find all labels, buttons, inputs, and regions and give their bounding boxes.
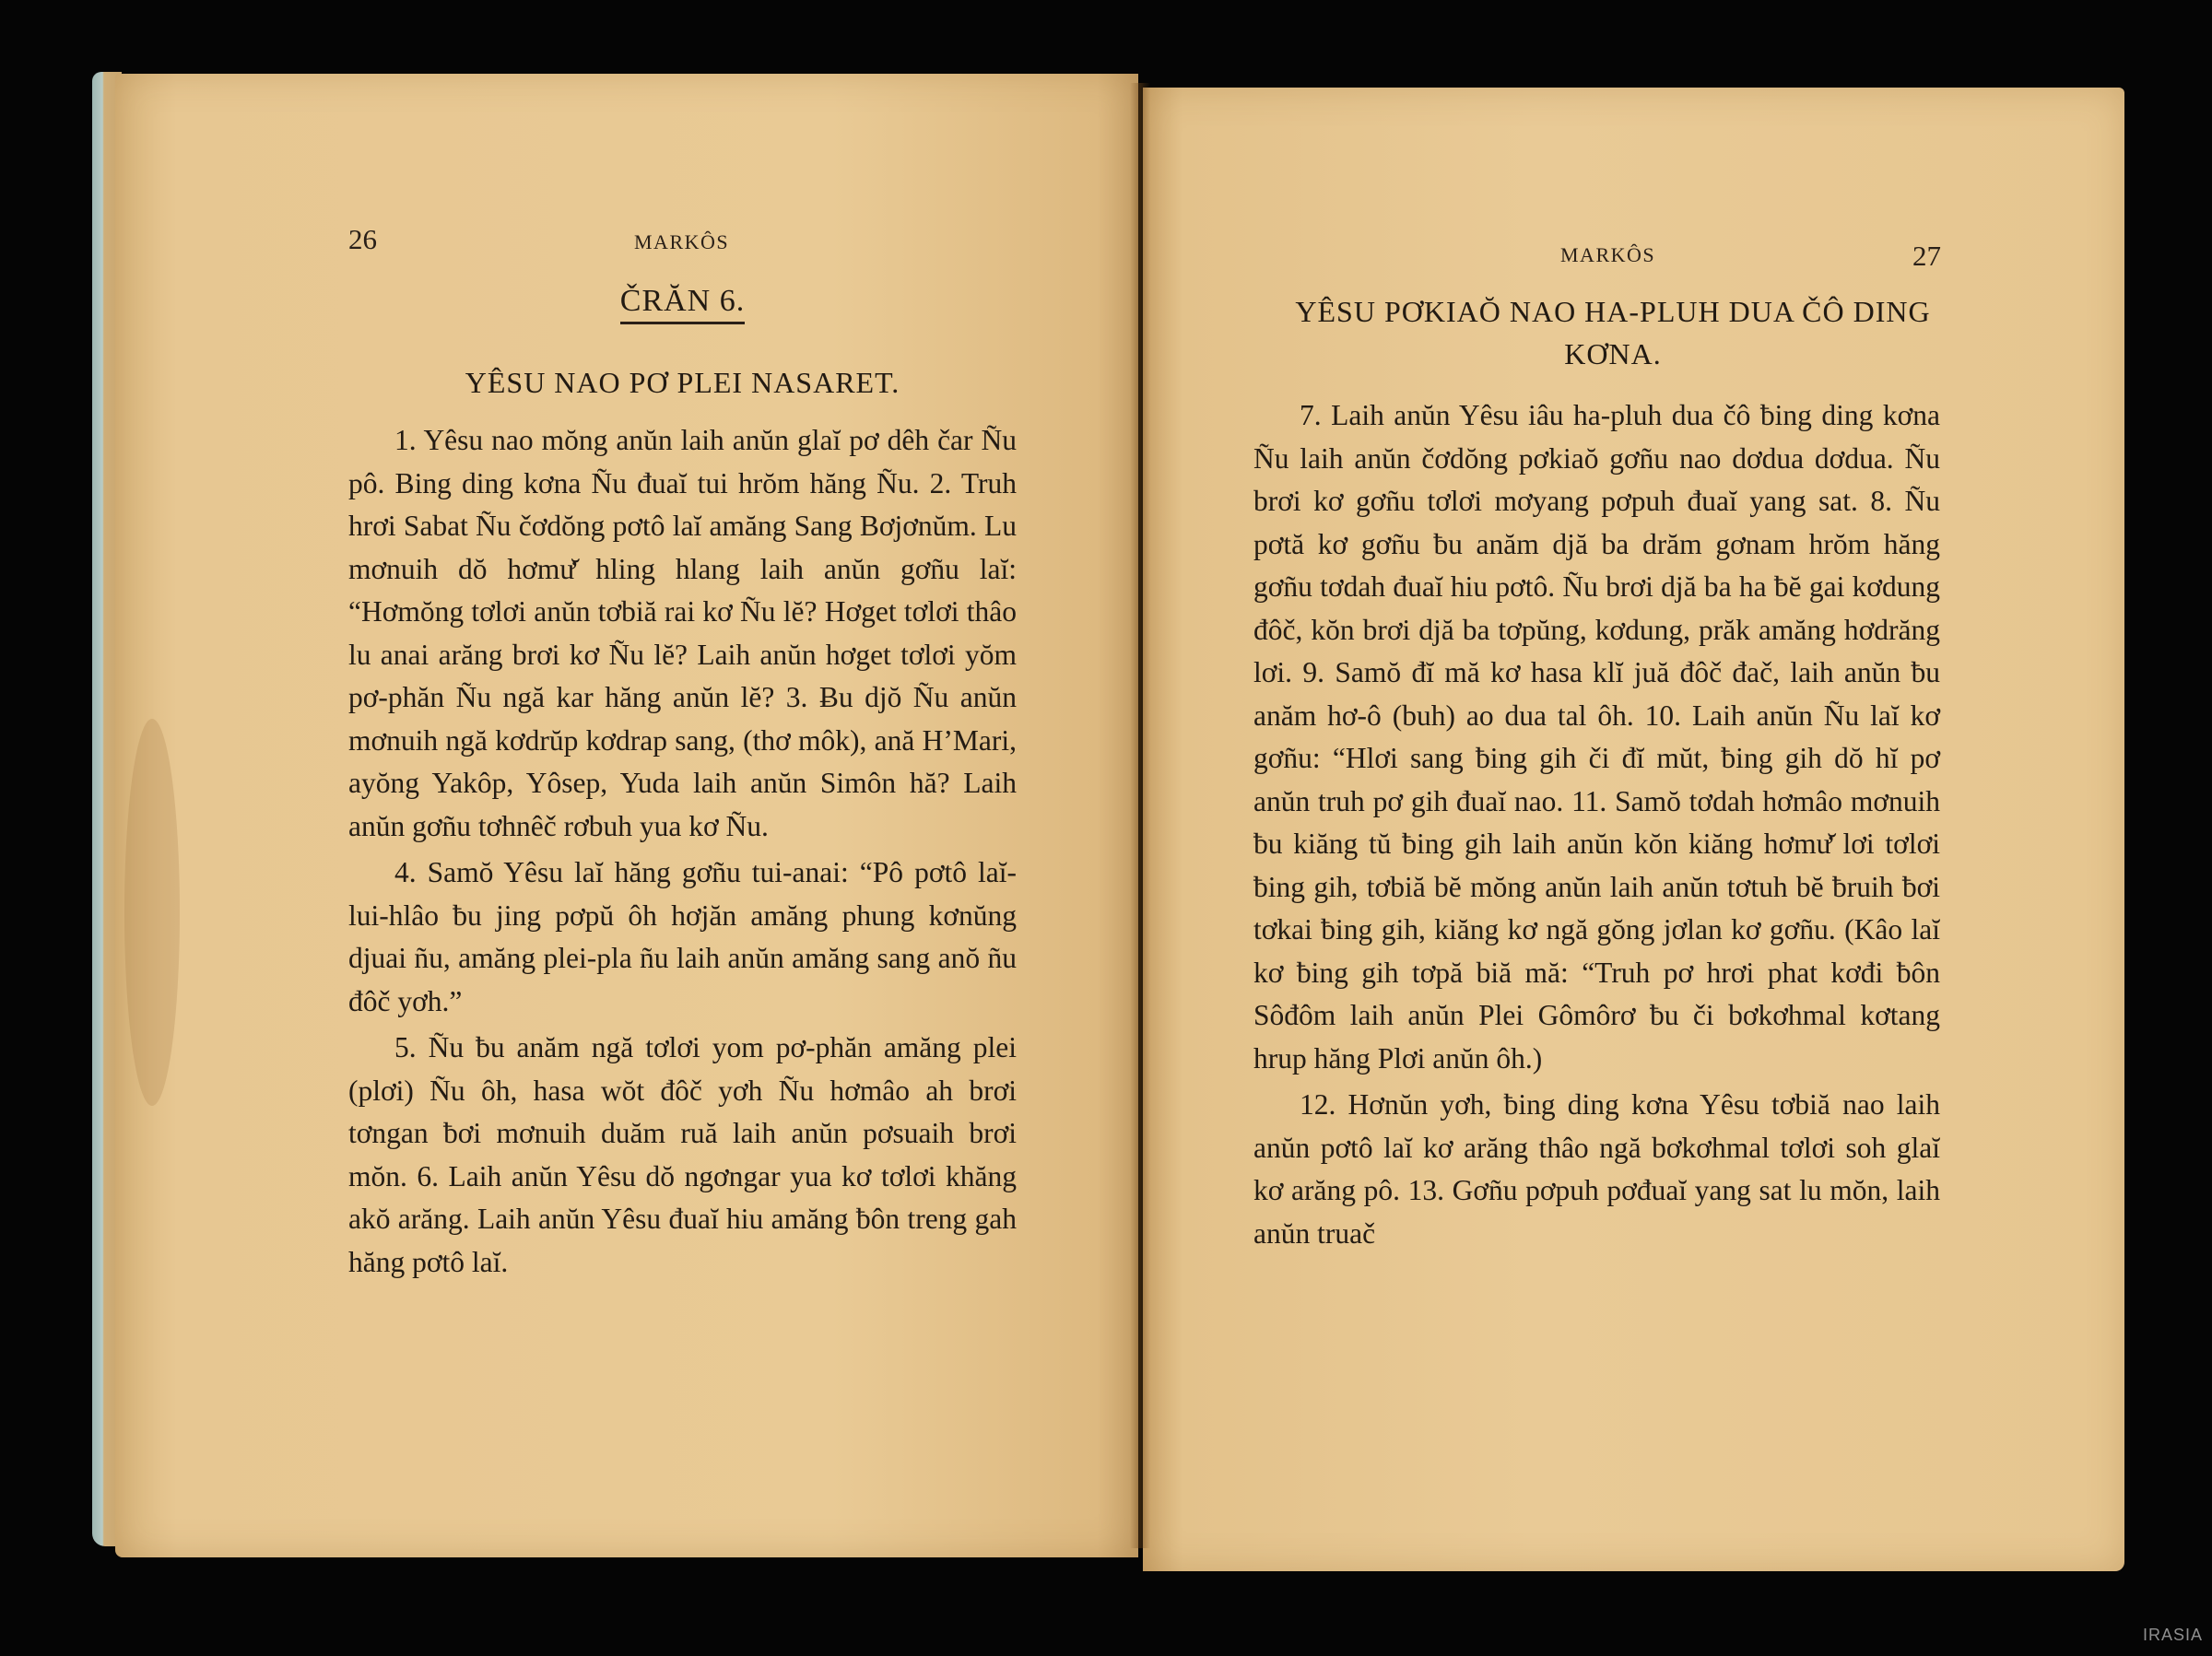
chapter-heading-wrap bbox=[348, 284, 1017, 319]
paragraph: 1. Yêsu nao mŏng anŭn laih anŭn glaĭ pơ dêh čar Ñu pô. Bing ding kơna Ñu đuaĭ tui hrŏm hăng Ñu. 2. Truh hrơi Sabat Ñu čơdŏng pơtô laĭ amăng Sang Bơjơnŭm. Lu mơnuih dŏ hơmư̆ hling hlang laih anŭn gơñu laĭ: “Hơmŏng tơlơi anŭn tơbiă rai kơ Ñu lĕ? Hơget tơlơi thâo lu anai arăng brơi kơ Ñu lĕ? Laih anŭn hơget tơlơi yŏm pơ-phăn Ñu ngă kar hăng anŭn lĕ? 3. Ƀu djŏ Ñu anŭn mơnuih ngă kơdrŭp kơdrap sang, (thơ môk), ană H’Mari, ayŏng Yakôp, Yôsep, Yuda laih anŭn Simôn hă? Laih anŭn gơñu tơhnêč rơbuh yua kơ Ñu. bbox=[348, 424, 1017, 842]
right-body-text bbox=[1253, 394, 1940, 1259]
water-stain bbox=[124, 719, 180, 1106]
chapter-heading: ČRĂN 6. bbox=[620, 284, 745, 324]
paragraph: 5. Ñu ƀu anăm ngă tơlơi yom pơ-phăn amăng plei (plơi) Ñu ôh, hasa wŏt đôč yơh Ñu hơmâo ah brơi tơngan ƀơi mơnuih duăm ruă laih anŭn pơsuaih brơi mŏn. 6. Laih anŭn Yêsu dŏ ngơngar yua kơ tơlơi khăng akŏ arăng. Laih anŭn Yêsu đuaĭ hiu amăng ƀôn treng gah hăng pơtô laĭ. bbox=[348, 1031, 1017, 1278]
paragraph: 7. Laih anŭn Yêsu iâu ha-pluh dua čô ƀing ding kơna Ñu laih anŭn čơdŏng pơkiaŏ gơñu nao dơdua dơdua. Ñu brơi kơ gơñu tơlơi mơyang pơpuh đuaĭ yang sat. 8. Ñu pơtă kơ gơñu ƀu anăm djă ba drăm gơnam hrŏm hăng gơñu tơdah đuaĭ hiu pơtô. Ñu brơi djă ba ha ƀĕ gai kơdung đôč, kŏn brơi djă ba tơpŭng, kơdung, prăk amăng hơdrăng lơi. 9. Samŏ đĭ mă kơ hasa klĭ juă đôč đač, laih anŭn ƀu anăm hơ-ô (buh) ao dua tal ôh. 10. Laih anŭn Ñu laĭ kơ gơñu: “Hlơi sang ƀing gih či đĭ mŭt, ƀing gih dŏ hĭ pơ anŭn truh pơ gih đuaĭ nao. 11. Samŏ tơdah hơmâo mơnuih ƀu kiăng tŭ ƀing gih laih anŭn kŏn kiăng hơmư̆ lơi tơlơi ƀing gih, tơbiă bĕ mŏng anŭn laih anŭn tơtuh bĕ ƀruih ƀơi tơkai ƀing gih, kiăng kơ ngă gŏng jơlan kơ gơñu. (Kâo laĭ kơ ƀing gih tơpă biă mă: “Truh pơ hrơi phat kơđi ƀôn Sôđôm laih anŭn Plei Gômôrơ ƀu či bơkơhmal kơtang hrup hăng Plơi anŭn ôh.) bbox=[1253, 399, 1940, 1075]
paragraph: 4. Samŏ Yêsu laĭ hăng gơñu tui-anai: “Pô pơtô laĭ-lui-hlâo ƀu jing pơpŭ ôh hơjăn amăng phung kơnŭng djuai ñu, amăng plei-pla ñu laih anŭn amăng sang anŏ ñu đôč yơh.” bbox=[348, 856, 1017, 1017]
left-body-text bbox=[348, 419, 1017, 1287]
left-section-title: YÊSU NAO PƠ PLEI NASARET. bbox=[465, 366, 900, 399]
right-page-number: 27 bbox=[1912, 240, 1941, 272]
paragraph: 12. Hơnŭn yơh, ƀing ding kơna Yêsu tơbiă nao laih anŭn pơtô laĭ kơ arăng thâo ngă bơkơhmal tơlơi soh glaĭ kơ arăng pô. 13. Gơñu pơpuh pơđuaĭ yang sat lu mŏn, laih anŭn truač bbox=[1253, 1088, 1940, 1250]
watermark-label: IRASIA bbox=[2142, 1626, 2203, 1644]
left-page-number: 26 bbox=[348, 223, 377, 255]
left-running-head: MARKÔS bbox=[634, 230, 730, 253]
right-running-head: MARKÔS bbox=[1560, 243, 1656, 266]
right-section-title: YÊSU PƠKIAŎ NAO HA-PLUH DUA ČÔ DING KƠNA. bbox=[1295, 295, 1931, 370]
book-gutter bbox=[1130, 83, 1150, 1548]
